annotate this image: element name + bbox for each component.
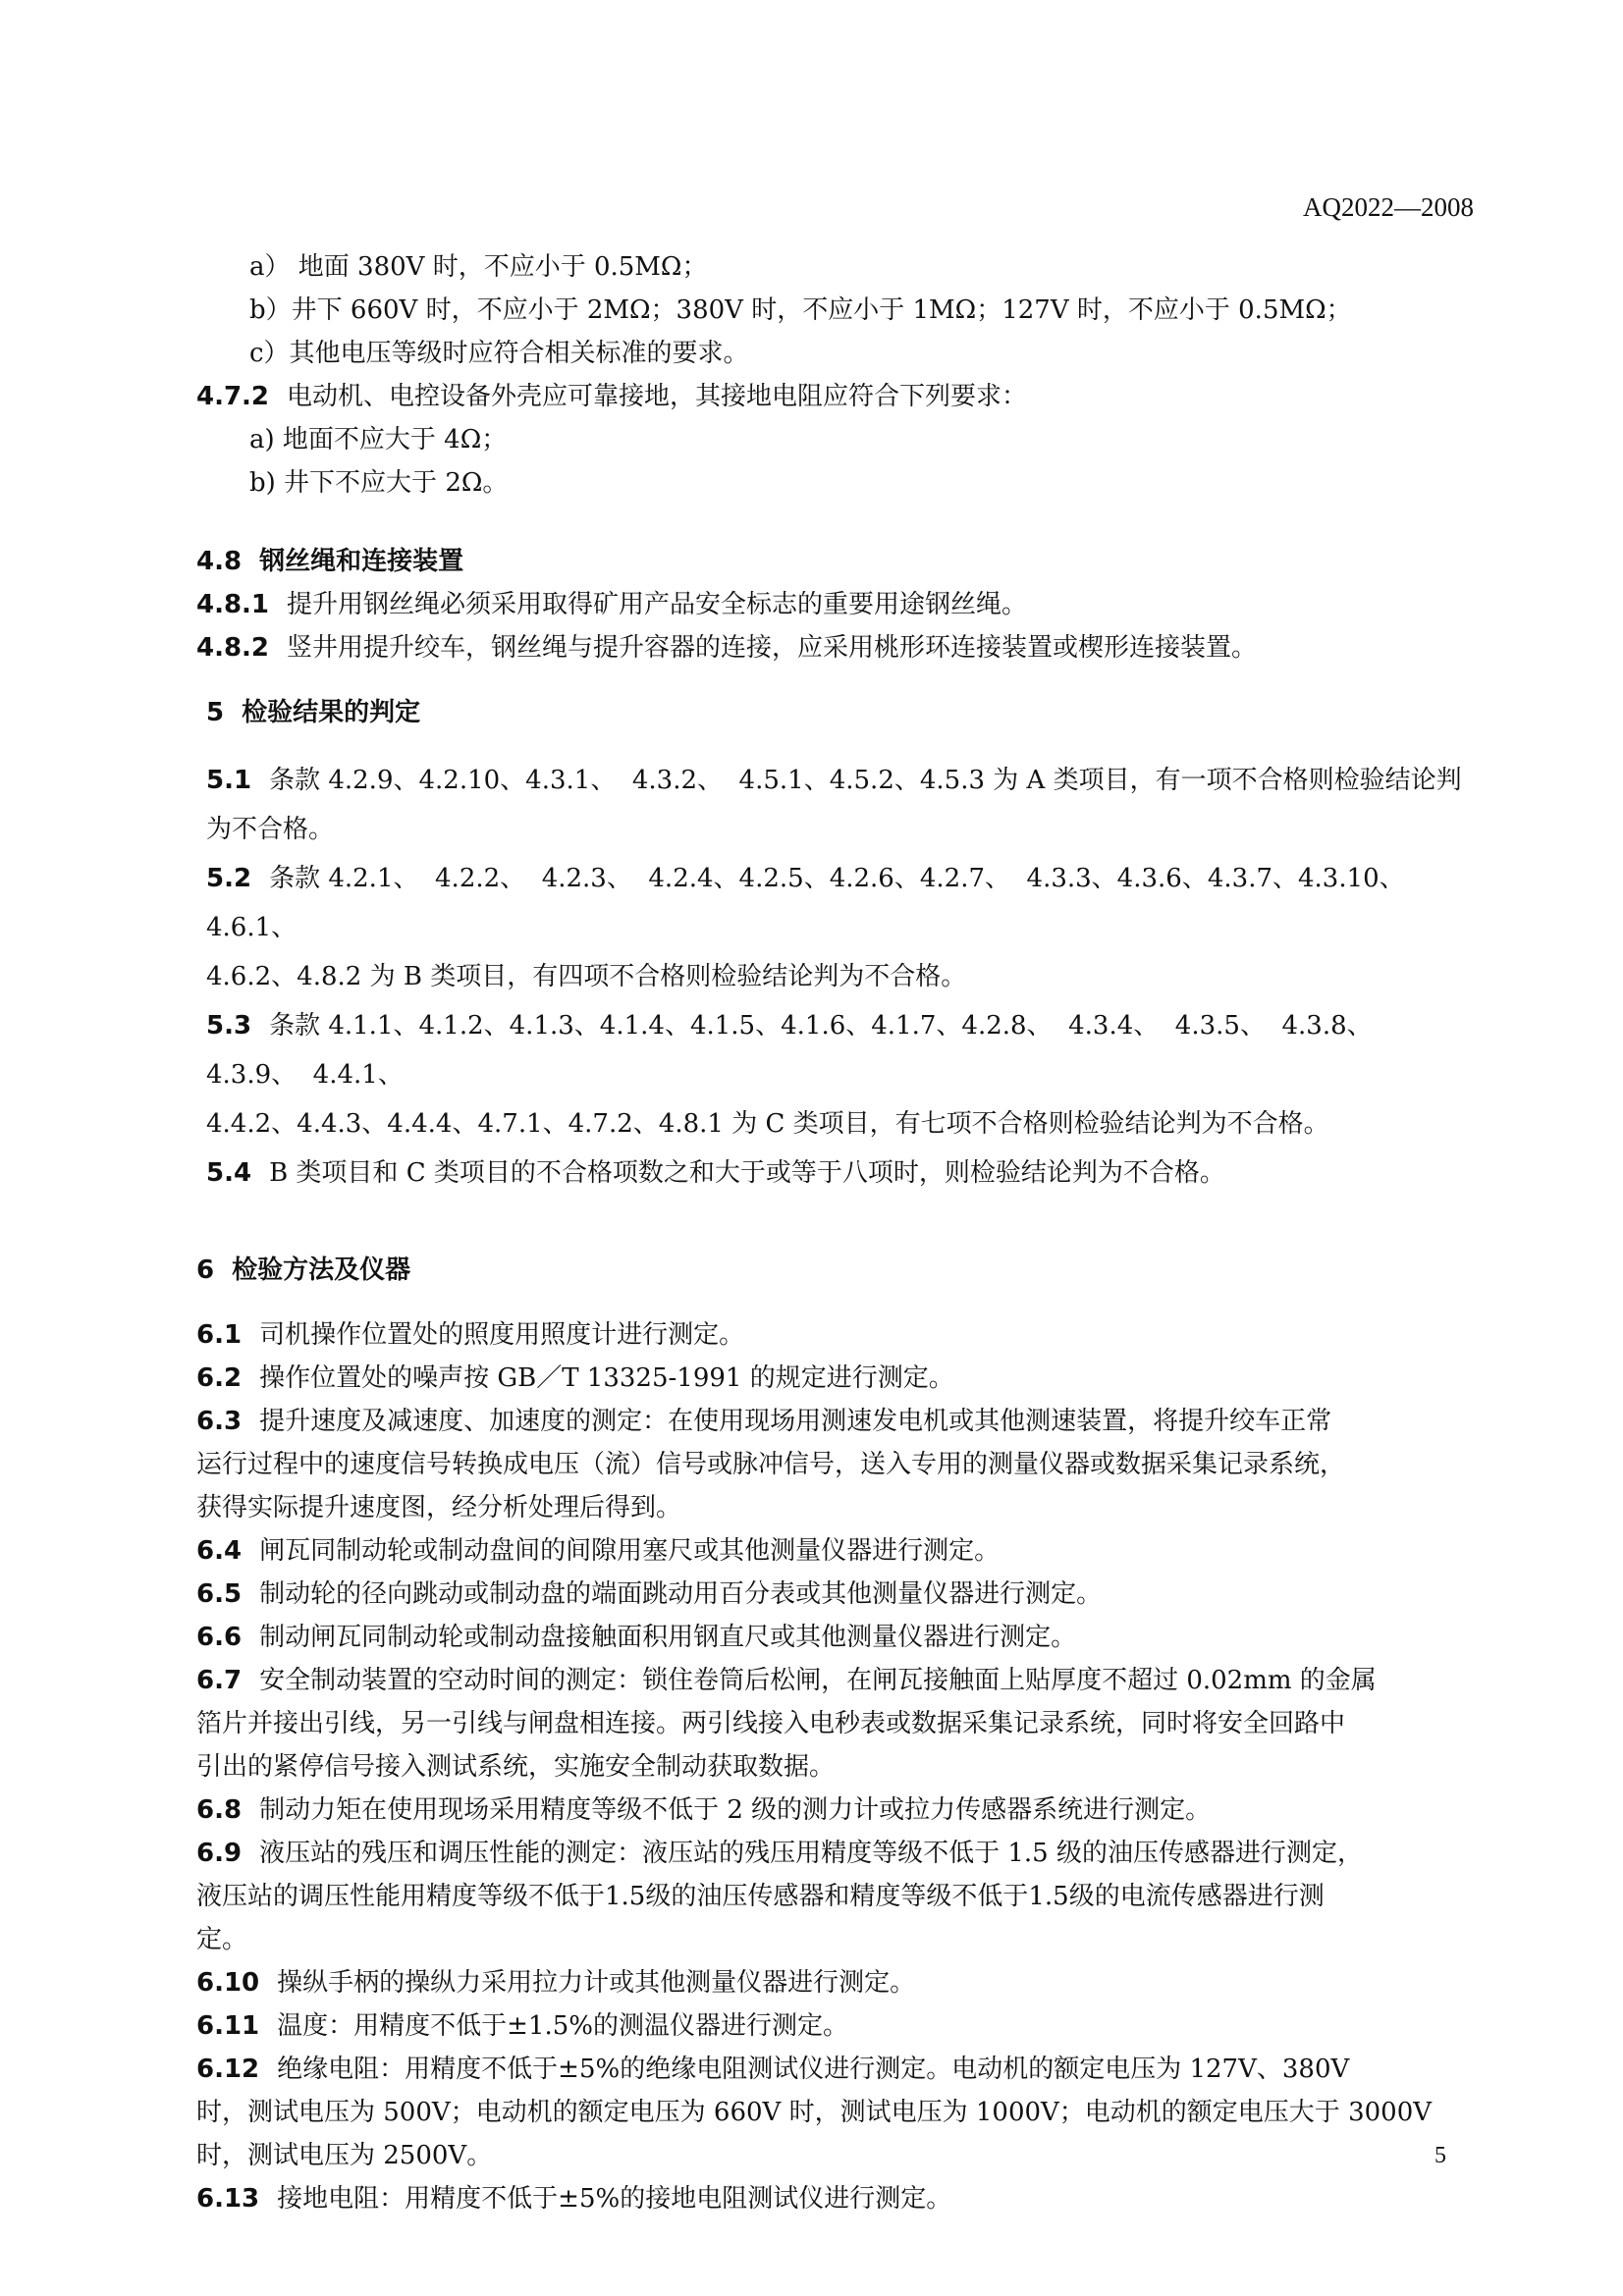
clause-number: 6.2 [196, 1363, 243, 1393]
clause-text-continued: 4.6.2、4.8.2 为 B 类项目，有四项不合格则检验结论判为不合格。 [206, 962, 967, 991]
list-item: c）其他电压等级时应符合相关标准的要求。 [249, 339, 749, 368]
clause-text-continued: 箔片并接出引线，另一引线与闸盘相连接。两引线接入电秒表或数据采集记录系统，同时将安全回路中 [196, 1709, 1346, 1738]
section-heading-6 [196, 1249, 1473, 1292]
clause-text-continued: 引出的紧停信号接入测试系统，实施安全制动获取数据。 [196, 1752, 836, 1782]
clause-6-1 [196, 1313, 1473, 1357]
clause-text: 制动力矩在使用现场采用精度等级不低于 2 级的测力计或拉力传感器系统进行测定。 [259, 1795, 1212, 1825]
clause-text-continued: 时，测试电压为 500V；电动机的额定电压为 660V 时，测试电压为 1000V；电动机的额定电压大于 3000V [196, 2098, 1433, 2127]
clause-6-11 [196, 2004, 1473, 2048]
section-number: 5 [206, 698, 225, 727]
clause-number: 6.6 [196, 1623, 243, 1652]
clause-text: B 类项目和 C 类项目的不合格项数之和大于或等于八项时，则检验结论判为不合格。 [269, 1158, 1225, 1188]
clause-4-8-1 [196, 583, 1473, 626]
list-item: a） 地面 380V 时，不应小于 0.5MΩ； [249, 252, 708, 282]
clause-text: 绝缘电阻：用精度不低于±5%的绝缘电阻测试仪进行测定。电动机的额定电压为 127V、380V [277, 2055, 1350, 2084]
clause-6-9 [196, 1832, 1473, 1875]
clause-number: 4.8.1 [196, 590, 270, 619]
page-number: 5 [1434, 2143, 1446, 2168]
clause-number: 6.11 [196, 2011, 260, 2041]
clause-number: 5.1 [206, 766, 252, 795]
clause-6-7 [196, 1659, 1473, 1702]
clause-4-7-2 [196, 375, 1473, 418]
clause-5-1 [206, 756, 1473, 805]
clause-text: 条款 4.2.1、 4.2.2、 4.2.3、 4.2.4、4.2.5、4.2.6、4.2.7、 4.3.3、4.3.6、4.3.7、4.3.10、 4.6.1、 [206, 864, 1422, 942]
clause-text: 液压站的残压和调压性能的测定：液压站的残压用精度等级不低于 1.5 级的油压传感器进行测定， [259, 1839, 1363, 1868]
clause-text-continued: 为不合格。 [206, 815, 335, 844]
section-heading-4-8 [196, 540, 1473, 583]
clause-text: 温度：用精度不低于±1.5%的测温仪器进行测定。 [277, 2011, 848, 2041]
clause-5-2 [206, 854, 1473, 952]
clause-text-continued: 4.4.2、4.4.3、4.4.4、4.7.1、4.7.2、4.8.1 为 C 类项目，有七项不合格则检验结论判为不合格。 [206, 1109, 1329, 1139]
document-code: AQ2022—2008 [1303, 192, 1474, 222]
clause-number: 5.4 [206, 1158, 252, 1188]
clause-text: 提升速度及减速度、加速度的测定：在使用现场用测速发电机或其他测速装置，将提升绞车正常 [259, 1407, 1332, 1436]
clause-text: 司机操作位置处的照度用照度计进行测定。 [259, 1320, 745, 1350]
clause-number: 5.2 [206, 864, 252, 893]
clause-number: 6.10 [196, 1968, 260, 1998]
section-title: 钢丝绳和连接装置 [259, 547, 464, 576]
clause-text-continued: 定。 [196, 1925, 248, 1954]
list-item: a) 地面不应大于 4Ω； [249, 425, 508, 454]
section-title: 检验方法及仪器 [232, 1255, 411, 1285]
clause-5-3 [206, 1001, 1473, 1099]
clause-number: 6.7 [196, 1666, 243, 1695]
clause-number: 6.4 [196, 1536, 243, 1566]
clause-text-continued: 获得实际提升速度图，经分析处理后得到。 [196, 1493, 682, 1522]
clause-6-10 [196, 1961, 1473, 2004]
clause-6-8 [196, 1789, 1473, 1832]
clause-6-4 [196, 1529, 1473, 1573]
clause-text: 条款 4.1.1、4.1.2、4.1.3、4.1.4、4.1.5、4.1.6、4.1.7、4.2.8、 4.3.4、 4.3.5、 4.3.8、 4.3.9、 4.4.1、 [206, 1011, 1389, 1090]
clause-text-continued: 液压站的调压性能用精度等级不低于1.5级的油压传感器和精度等级不低于1.5级的电流传感器进行测 [196, 1882, 1325, 1911]
section-heading-5 [196, 691, 1473, 734]
clause-text: 安全制动装置的空动时间的测定：锁住卷筒后松闸，在闸瓦接触面上贴厚度不超过 0.02mm 的金属 [259, 1666, 1377, 1695]
clause-text: 竖井用提升绞车，钢丝绳与提升容器的连接，应采用桃形环连接装置或楔形连接装置。 [287, 633, 1258, 663]
clause-4-8-2 [196, 626, 1473, 669]
clause-number: 6.3 [196, 1407, 243, 1436]
clause-text: 制动轮的径向跳动或制动盘的端面跳动用百分表或其他测量仪器进行测定。 [259, 1579, 1103, 1609]
clause-6-12 [196, 2048, 1473, 2091]
list-item: b）井下 660V 时，不应小于 2MΩ；380V 时，不应小于 1MΩ；127V 时，不应小于 0.5MΩ； [249, 295, 1352, 325]
clause-6-5 [196, 1573, 1473, 1616]
clause-text: 制动闸瓦同制动轮或制动盘接触面积用钢直尺或其他测量仪器进行测定。 [259, 1623, 1077, 1652]
clause-text-continued: 运行过程中的速度信号转换成电压（流）信号或脉冲信号，送入专用的测量仪器或数据采集记录系统， [196, 1450, 1346, 1479]
section-5-body [196, 756, 1473, 1198]
clause-6-13 [196, 2177, 1473, 2220]
clause-number: 4.7.2 [196, 382, 270, 411]
clause-text: 条款 4.2.9、4.2.10、4.3.1、 4.3.2、 4.5.1、4.5.2、4.5.3 为 A 类项目，有一项不合格则检验结论判 [269, 766, 1462, 795]
clause-text: 电动机、电控设备外壳应可靠接地，其接地电阻应符合下列要求： [287, 382, 1028, 411]
clause-5-4 [206, 1148, 1473, 1198]
clause-number: 6.13 [196, 2184, 260, 2214]
clause-number: 6.5 [196, 1579, 243, 1609]
clause-text: 操作位置处的噪声按 GB／T 13325-1991 的规定进行测定。 [259, 1363, 954, 1393]
clause-number: 5.3 [206, 1011, 252, 1041]
page-body [196, 245, 1473, 2220]
clause-number: 4.8.2 [196, 633, 270, 663]
clause-number: 6.9 [196, 1839, 243, 1868]
section-number: 4.8 [196, 547, 243, 576]
clause-6-6 [196, 1616, 1473, 1659]
list-item: b) 井下不应大于 2Ω。 [249, 468, 509, 498]
clause-text-continued: 时，测试电压为 2500V。 [196, 2141, 493, 2170]
clause-text: 操纵手柄的操纵力采用拉力计或其他测量仪器进行测定。 [277, 1968, 916, 1998]
clause-text: 闸瓦同制动轮或制动盘间的间隙用塞尺或其他测量仪器进行测定。 [259, 1536, 1001, 1566]
clause-number: 6.12 [196, 2055, 260, 2084]
clause-number: 6.1 [196, 1320, 243, 1350]
clause-6-2 [196, 1357, 1473, 1400]
clause-text: 提升用钢丝绳必须采用取得矿用产品安全标志的重要用途钢丝绳。 [287, 590, 1028, 619]
section-title: 检验结果的判定 [242, 698, 421, 727]
clause-6-3 [196, 1400, 1473, 1443]
clause-number: 6.8 [196, 1795, 243, 1825]
section-number: 6 [196, 1255, 215, 1285]
clause-text: 接地电阻：用精度不低于±5%的接地电阻测试仪进行测定。 [277, 2184, 952, 2214]
